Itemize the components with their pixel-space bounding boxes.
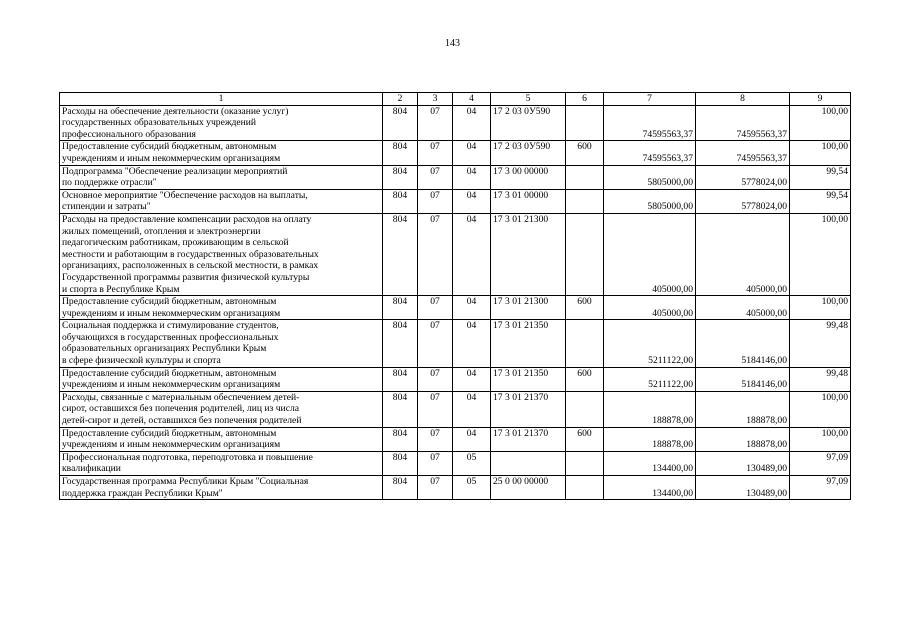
- expense-type-cell: [566, 165, 604, 189]
- column-header: 5: [491, 93, 566, 106]
- code-cell: 804: [383, 213, 418, 295]
- page-number: 143: [445, 38, 460, 49]
- table-row: [60, 320, 851, 367]
- planned-amount-cell: 405000,00: [604, 296, 696, 320]
- planned-amount-cell: 188878,00: [604, 427, 696, 451]
- section-cell: 07: [418, 189, 453, 213]
- target-article-cell: 17 3 01 21370: [491, 391, 566, 427]
- code-cell: 804: [383, 427, 418, 451]
- row-name-cell: Предоставление субсидий бюджетным, автономным учреждениям и иным некоммерческим организациям: [60, 367, 383, 391]
- code-cell: 804: [383, 367, 418, 391]
- executed-amount-cell: 405000,00: [696, 296, 790, 320]
- executed-amount-cell: 74595563,37: [696, 105, 790, 141]
- subsection-cell: 04: [453, 105, 491, 141]
- row-name-cell: Предоставление субсидий бюджетным, автономным учреждениям и иным некоммерческим организациям: [60, 427, 383, 451]
- subsection-cell: 05: [453, 476, 491, 500]
- row-name-cell: Социальная поддержка и стимулирование студентов, обучающихся в государственных профессиональных образовательных организациях Республики Крым в сфере физической культуры и спорта: [60, 320, 383, 367]
- target-article-cell: 17 3 01 21370: [491, 427, 566, 451]
- table-row: [60, 391, 851, 427]
- code-cell: 804: [383, 165, 418, 189]
- executed-amount-cell: 130489,00: [696, 476, 790, 500]
- planned-amount-cell: 405000,00: [604, 213, 696, 295]
- section-cell: 07: [418, 391, 453, 427]
- executed-amount-cell: 405000,00: [696, 213, 790, 295]
- section-cell: 07: [418, 451, 453, 475]
- table-row: [60, 367, 851, 391]
- percent-cell: 100,00: [790, 213, 851, 295]
- target-article-cell: 17 2 03 0У590: [491, 141, 566, 165]
- target-article-cell: 25 0 00 00000: [491, 476, 566, 500]
- percent-cell: 97,09: [790, 476, 851, 500]
- executed-amount-cell: 188878,00: [696, 391, 790, 427]
- section-cell: 07: [418, 296, 453, 320]
- code-cell: 804: [383, 189, 418, 213]
- column-header: 1: [60, 93, 383, 106]
- target-article-cell: [491, 451, 566, 475]
- table-row: [60, 296, 851, 320]
- column-header: 9: [790, 93, 851, 106]
- column-header: 7: [604, 93, 696, 106]
- planned-amount-cell: 5805000,00: [604, 189, 696, 213]
- target-article-cell: 17 3 01 21350: [491, 367, 566, 391]
- table-row: [60, 451, 851, 475]
- percent-cell: 100,00: [790, 391, 851, 427]
- header-row: [60, 93, 851, 106]
- row-name-cell: Государственная программа Республики Крым "Социальная поддержка граждан Республики Крым": [60, 476, 383, 500]
- subsection-cell: 04: [453, 367, 491, 391]
- subsection-cell: 04: [453, 189, 491, 213]
- column-header: 8: [696, 93, 790, 106]
- percent-cell: 100,00: [790, 296, 851, 320]
- executed-amount-cell: 5184146,00: [696, 320, 790, 367]
- executed-amount-cell: 5778024,00: [696, 165, 790, 189]
- subsection-cell: 04: [453, 320, 491, 367]
- percent-cell: 99,48: [790, 320, 851, 367]
- section-cell: 07: [418, 105, 453, 141]
- row-name-cell: Расходы на обеспечение деятельности (оказание услуг) государственных образовательных учреждений профессионального образования: [60, 105, 383, 141]
- column-header: 3: [418, 93, 453, 106]
- row-name-cell: Расходы, связанные с материальным обеспечением детей- сирот, оставшихся без попечения родителей, лиц из числа детей-сирот и детей, оставшихся без попечения родителей: [60, 391, 383, 427]
- subsection-cell: 04: [453, 391, 491, 427]
- planned-amount-cell: 134400,00: [604, 476, 696, 500]
- expense-type-cell: 600: [566, 427, 604, 451]
- executed-amount-cell: 130489,00: [696, 451, 790, 475]
- subsection-cell: 04: [453, 213, 491, 295]
- expense-type-cell: [566, 476, 604, 500]
- code-cell: 804: [383, 141, 418, 165]
- row-name-cell: Подпрограмма "Обеспечение реализации мероприятий по поддержке отрасли": [60, 165, 383, 189]
- target-article-cell: 17 3 01 00000: [491, 189, 566, 213]
- subsection-cell: 04: [453, 296, 491, 320]
- row-name-cell: Основное мероприятие "Обеспечение расходов на выплаты, стипендии и затраты": [60, 189, 383, 213]
- column-header: 2: [383, 93, 418, 106]
- expense-type-cell: [566, 213, 604, 295]
- expense-type-cell: 600: [566, 141, 604, 165]
- planned-amount-cell: 134400,00: [604, 451, 696, 475]
- executed-amount-cell: 74595563,37: [696, 141, 790, 165]
- percent-cell: 100,00: [790, 105, 851, 141]
- code-cell: 804: [383, 320, 418, 367]
- section-cell: 07: [418, 213, 453, 295]
- expense-type-cell: [566, 320, 604, 367]
- target-article-cell: 17 3 01 21300: [491, 213, 566, 295]
- table-row: [60, 165, 851, 189]
- row-name-cell: Расходы на предоставление компенсации расходов на оплату жилых помещений, отопления и электроэнергии педагогическим работникам, проживающим в сельской местности и работающим в государственных образовательных организациях, расположенных в сельской местности, в рамках Государственной программы развития физической культуры и спорта в Республике Крым: [60, 213, 383, 295]
- planned-amount-cell: 188878,00: [604, 391, 696, 427]
- target-article-cell: 17 2 03 0У590: [491, 105, 566, 141]
- section-cell: 07: [418, 476, 453, 500]
- row-name-cell: Предоставление субсидий бюджетным, автономным учреждениям и иным некоммерческим организациям: [60, 141, 383, 165]
- planned-amount-cell: 5805000,00: [604, 165, 696, 189]
- table-row: [60, 213, 851, 295]
- section-cell: 07: [418, 165, 453, 189]
- section-cell: 07: [418, 141, 453, 165]
- percent-cell: 99,54: [790, 165, 851, 189]
- table-row: [60, 189, 851, 213]
- subsection-cell: 05: [453, 451, 491, 475]
- target-article-cell: 17 3 01 21300: [491, 296, 566, 320]
- expense-type-cell: [566, 189, 604, 213]
- percent-cell: 100,00: [790, 141, 851, 165]
- column-header: 4: [453, 93, 491, 106]
- planned-amount-cell: 74595563,37: [604, 105, 696, 141]
- code-cell: 804: [383, 296, 418, 320]
- percent-cell: 99,48: [790, 367, 851, 391]
- code-cell: 804: [383, 451, 418, 475]
- planned-amount-cell: 5211122,00: [604, 367, 696, 391]
- table-row: [60, 427, 851, 451]
- executed-amount-cell: 5184146,00: [696, 367, 790, 391]
- executed-amount-cell: 5778024,00: [696, 189, 790, 213]
- target-article-cell: 17 3 01 21350: [491, 320, 566, 367]
- table-row: [60, 105, 851, 141]
- column-header: 6: [566, 93, 604, 106]
- code-cell: 804: [383, 391, 418, 427]
- planned-amount-cell: 74595563,37: [604, 141, 696, 165]
- subsection-cell: 04: [453, 141, 491, 165]
- subsection-cell: 04: [453, 427, 491, 451]
- subsection-cell: 04: [453, 165, 491, 189]
- expense-type-cell: 600: [566, 296, 604, 320]
- planned-amount-cell: 5211122,00: [604, 320, 696, 367]
- expense-type-cell: 600: [566, 367, 604, 391]
- expense-type-cell: [566, 391, 604, 427]
- section-cell: 07: [418, 367, 453, 391]
- table-row: [60, 476, 851, 500]
- percent-cell: 100,00: [790, 427, 851, 451]
- target-article-cell: 17 3 00 00000: [491, 165, 566, 189]
- code-cell: 804: [383, 105, 418, 141]
- expense-type-cell: [566, 451, 604, 475]
- percent-cell: 99,54: [790, 189, 851, 213]
- row-name-cell: Предоставление субсидий бюджетным, автономным учреждениям и иным некоммерческим организациям: [60, 296, 383, 320]
- percent-cell: 97,09: [790, 451, 851, 475]
- code-cell: 804: [383, 476, 418, 500]
- budget-table: [59, 92, 851, 500]
- section-cell: 07: [418, 427, 453, 451]
- expense-type-cell: [566, 105, 604, 141]
- row-name-cell: Профессиональная подготовка, переподготовка и повышение квалификации: [60, 451, 383, 475]
- executed-amount-cell: 188878,00: [696, 427, 790, 451]
- table-row: [60, 141, 851, 165]
- section-cell: 07: [418, 320, 453, 367]
